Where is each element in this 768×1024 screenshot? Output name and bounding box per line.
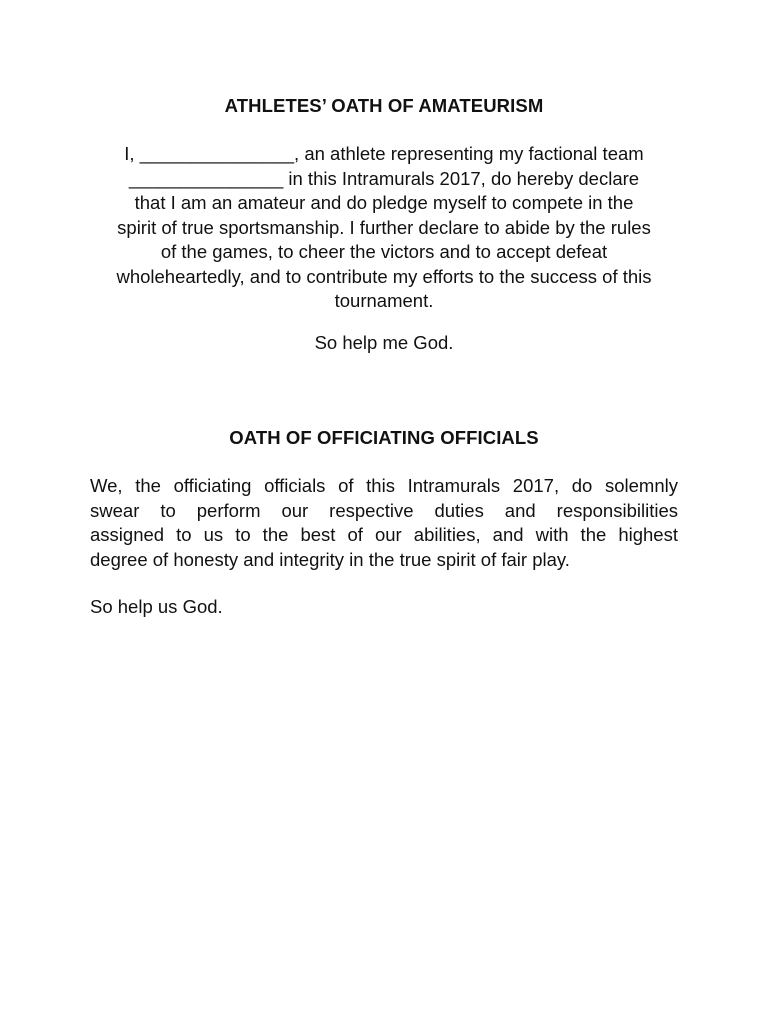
officials-oath-line: degree of honesty and integrity in the true spirit of fair play. [90,548,570,570]
athletes-oath-line: _______________ in this Intramurals 2017, do hereby declare [128,167,640,189]
athletes-oath-line: that I am an amateur and do pledge myself to compete in the [134,192,634,213]
officials-oath-title: OATH OF OFFICIATING OFFICIALS [229,427,539,448]
athletes-oath-closing: So help me God. [314,332,454,353]
officials-oath-line: swear to perform our respective duties and responsibilities [90,499,678,521]
athletes-oath-line: tournament. [334,290,434,311]
officials-oath-closing: So help us God. [90,596,223,617]
athletes-oath-line: wholeheartedly, and to contribute my efforts to the success of this [116,265,652,287]
athletes-oath-line: of the games, to cheer the victors and to accept defeat [160,241,608,262]
athletes-oath-paragraph [86,142,682,314]
officials-oath-line: We, the officiating officials of this Intramurals 2017, do solemnly [90,475,678,496]
athletes-oath-line: spirit of true sportsmanship. I further declare to abide by the rules [117,216,651,238]
athletes-oath-title: ATHLETES’ OATH OF AMATEURISM [224,95,544,116]
athletes-oath-line: I, _______________, an athlete representing my factional team [124,143,644,164]
officials-oath-line: assigned to us to the best of our abilities, and with the highest [90,524,678,545]
officials-oath-paragraph [90,474,678,572]
